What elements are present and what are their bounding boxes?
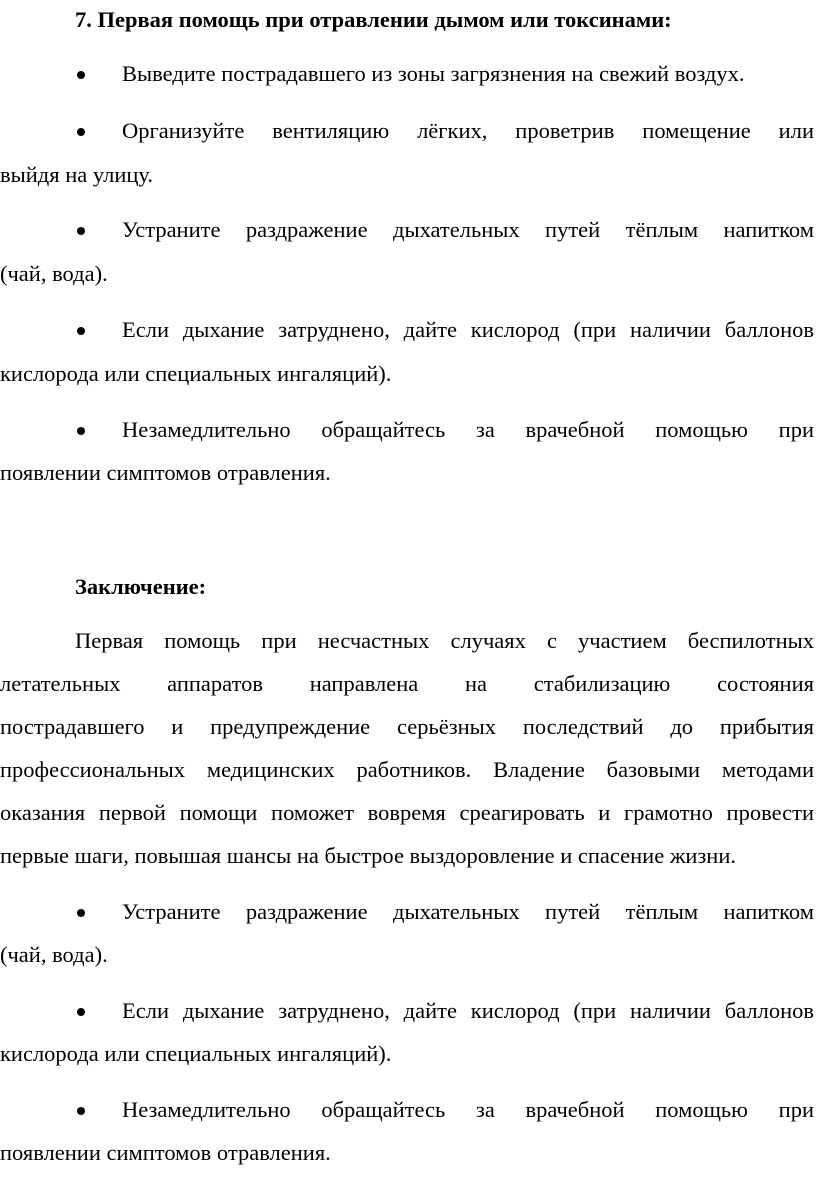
bullet-icon (74, 223, 88, 237)
list-item-line: Если дыхание затруднено, дайте кислород (при наличии баллонов (122, 998, 814, 1023)
list-item-line: Устраните раздражение дыхательных путей тёплым напитком (122, 899, 814, 924)
list-item-line: (чай, вода). (0, 942, 108, 967)
paragraph-line: летательных аппаратов направлена на стабилизацию состояния (0, 671, 814, 696)
bullet-icon (74, 67, 88, 81)
bullet-icon (74, 124, 88, 138)
list-item-line: Выведите пострадавшего из зоны загрязнения на свежий воздух. (122, 61, 745, 86)
list-item-line: Организуйте вентиляцию лёгких, проветрив помещение или (122, 118, 814, 143)
list-item-line: выйдя на улицу. (0, 162, 154, 187)
list-item-line: появлении симптомов отравления. (0, 460, 331, 485)
section-heading: 7. Первая помощь при отравлении дымом или токсинами: (75, 7, 672, 32)
list-item-line: (чай, вода). (0, 261, 108, 286)
paragraph-line: Первая помощь при несчастных случаях с участием беспилотных (75, 628, 814, 653)
paragraph-line: первые шаги, повышая шансы на быстрое выздоровление и спасение жизни. (0, 843, 737, 868)
list-item-line: Если дыхание затруднено, дайте кислород (при наличии баллонов (122, 317, 814, 342)
bullet-icon (74, 323, 88, 337)
list-item-line: появлении симптомов отравления. (0, 1140, 331, 1165)
list-item-line: кислорода или специальных ингаляций). (0, 361, 392, 386)
paragraph-line: оказания первой помощи поможет вовремя среагировать и грамотно провести (0, 800, 814, 825)
list-item-line: Незамедлительно обращайтесь за врачебной помощью при (122, 417, 814, 442)
list-item-line: Незамедлительно обращайтесь за врачебной помощью при (122, 1097, 814, 1122)
bullet-icon (74, 1004, 88, 1018)
bullet-icon (74, 1103, 88, 1117)
conclusion-heading: Заключение: (75, 574, 207, 599)
paragraph-line: пострадавшего и предупреждение серьёзных последствий до прибытия (0, 714, 814, 739)
list-item-line: Устраните раздражение дыхательных путей тёплым напитком (122, 217, 814, 242)
list-item-line: кислорода или специальных ингаляций). (0, 1041, 392, 1066)
paragraph-line: профессиональных медицинских работников. Владение базовыми методами (0, 757, 814, 782)
bullet-icon (74, 905, 88, 919)
bullet-icon (74, 423, 88, 437)
